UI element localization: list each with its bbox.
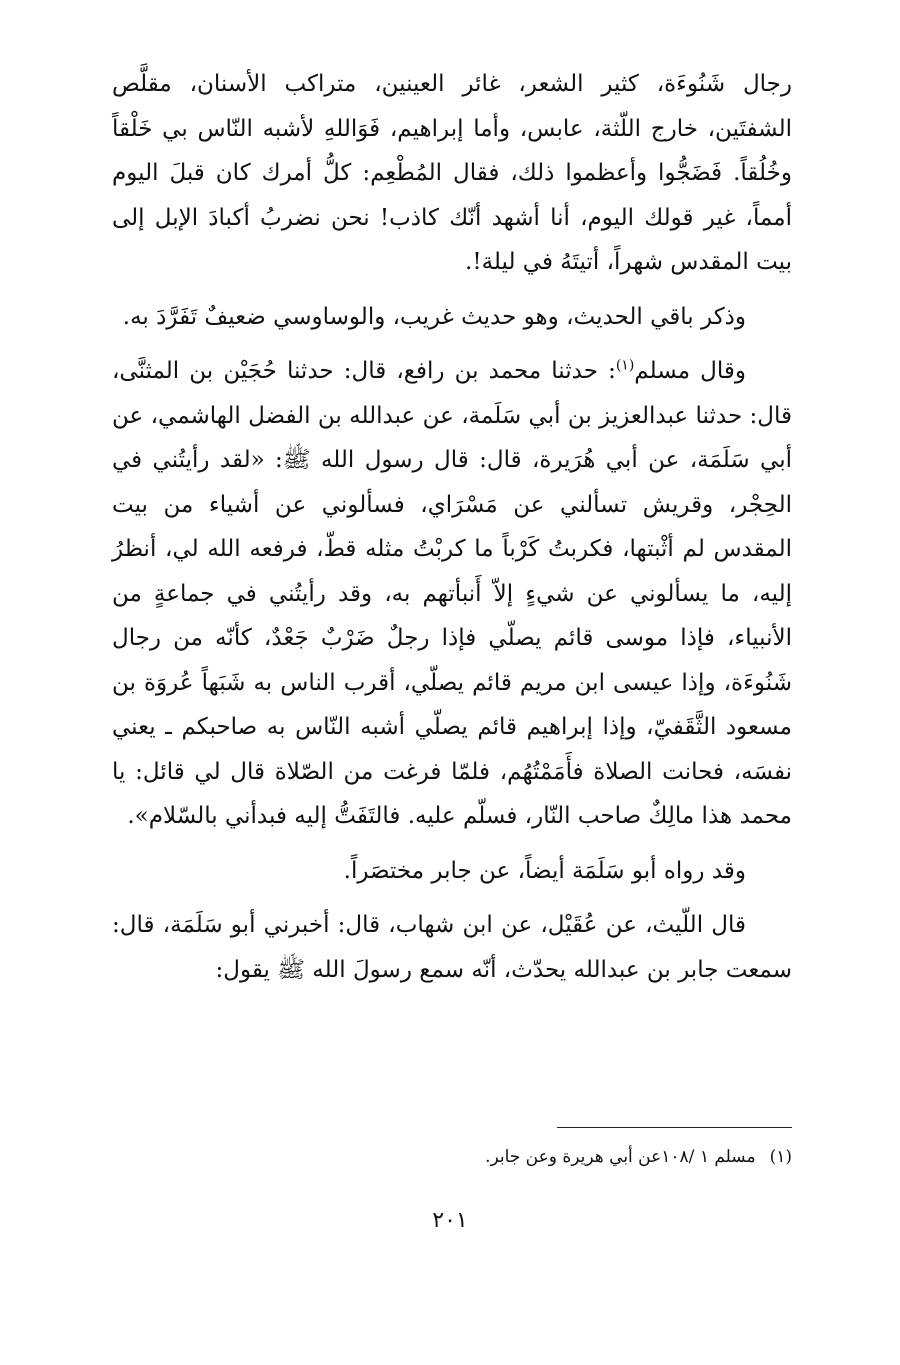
paragraph-3-body: : حدثنا محمد بن رافع، قال: حدثنا حُجَيْن بن المثنَّى، قال: حدثنا عبدالعزيز بن أبي سَلَمة، عن عبدالله بن الفضل الهاشمي، عن أبي سَلَمَة، عن أبي هُرَيرة، قال: قال رسول الله ﷺ: «لقد رأيتُني في الحِجْر، وقريش تسألني عن مَسْرَاي، فسألوني عن أشياء من بيت المقدس لم أثْبتها، فكربتُ كَرْباً ما كربْتُ مثله قطّ، فرفعه الله لي، أنظرُ إليه، ما يسألوني عن شيءٍ إلاّ أَنبأتهم به، وقد رأيتُني في جماعةٍ من الأنبياء، فإذا موسى قائم يصلّي فإذا رجلٌ ضَرْبٌ جَعْدٌ، كأنّه من رجال شَنُوءَة، وإذا عيسى ابن مريم قائم يصلّي، أقرب الناس به شَبَهاً عُروَة بن مسعود الثَّقَفيّ، وإذا إبراهيم قائم يصلّي أشبه النّاس به صاحبكم ـ يعني نفسَه، فحانت الصلاة فأَمَمْتُهُم، فلمّا فرغت من الصّلاة قال لي قائل: يا محمد هذا مالِكٌ صاحب النّار، فسلّم عليه. فالتَفَتُّ إليه فبدأني بالسّلام». — [112, 358, 792, 829]
page-number: ٢٠١ — [432, 1208, 468, 1233]
paragraph-1: رجال شَنُوءَة، كثير الشعر، غائر العينين، متراكب الأسنان، مقلَّص الشفتَين، خارج اللّثة، عابس، وأما إبراهيم، فَوَاللهِ لأشبه النّاس بي خَلْقاً وخُلُقاً. فَضَجُّوا وأعظموا ذلك، فقال المُطْعِم: كلُّ أمرك كان قبلَ اليوم أمماً، غير قولك اليوم، أنا أشهد أنّك كاذب! نحن نضربُ أكبادَ الإبل إلى بيت المقدس شهراً، أتيتَهُ في ليلة!. — [112, 71, 792, 275]
paragraph-2: وذكر باقي الحديث، وهو حديث غريب، والوساوسي ضعيفٌ تَفَرَّدَ به. — [122, 303, 746, 330]
paragraph-3-lead: وقال مسلم — [634, 358, 746, 384]
main-text — [112, 62, 792, 1002]
footnote-reference: (١) — [615, 357, 635, 374]
paragraph-5: قال اللّيث، عن عُقَيْل، عن ابن شهاب، قال: أخبرني أبو سَلَمَة، قال: سمعت جابر بن عبدالله يحدّث، أنّه سمع رسولَ الله ﷺ يقول: — [112, 912, 792, 983]
footnote-text: مسلم ١ /١٠٨عن أبي هريرة وعن جابر. — [485, 1147, 756, 1167]
paragraph-3 — [112, 349, 792, 839]
footnote-divider — [557, 1127, 792, 1128]
footnote — [112, 1143, 792, 1171]
footnote-number: (١) — [769, 1147, 792, 1167]
paragraph-4: وقد رواه أبو سَلَمَة أيضاً، عن جابر مختصَراً. — [343, 857, 746, 884]
